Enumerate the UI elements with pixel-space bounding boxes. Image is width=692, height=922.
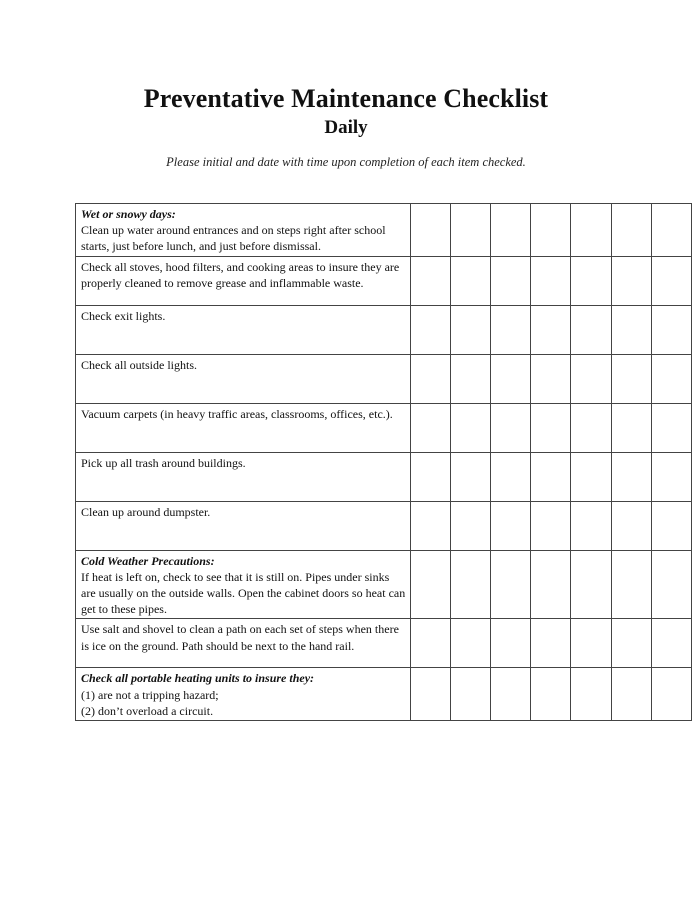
- initial-date-cell[interactable]: [450, 619, 490, 668]
- initial-date-cell[interactable]: [651, 452, 691, 501]
- initial-date-cell[interactable]: [611, 668, 651, 721]
- initial-date-cell[interactable]: [410, 550, 450, 619]
- task-text: Clean up around dumpster.: [81, 504, 211, 519]
- initial-date-cell[interactable]: [531, 550, 571, 619]
- initial-date-cell[interactable]: [450, 305, 490, 354]
- initial-date-cell[interactable]: [651, 501, 691, 550]
- initial-date-cell[interactable]: [531, 256, 571, 305]
- initial-date-cell[interactable]: [410, 204, 450, 257]
- checklist-row: [76, 550, 692, 619]
- checklist-row: [76, 403, 692, 452]
- initial-date-cell[interactable]: [531, 354, 571, 403]
- task-description: [76, 668, 411, 721]
- initial-date-cell[interactable]: [491, 550, 531, 619]
- initial-date-cell[interactable]: [611, 354, 651, 403]
- initial-date-cell[interactable]: [410, 501, 450, 550]
- checklist-row: [76, 354, 692, 403]
- task-text: Check all outside lights.: [81, 357, 197, 372]
- initial-date-cell[interactable]: [611, 403, 651, 452]
- checklist-row: [76, 305, 692, 354]
- task-text: Check all stoves, hood filters, and cooking areas to insure they are properly cleaned to remove grease and inflammable waste.: [81, 259, 400, 290]
- initial-date-cell[interactable]: [450, 403, 490, 452]
- initial-date-cell[interactable]: [571, 204, 611, 257]
- initial-date-cell[interactable]: [611, 452, 651, 501]
- task-text: (1) are not a tripping hazard;: [81, 687, 219, 702]
- initial-date-cell[interactable]: [571, 619, 611, 668]
- initial-date-cell[interactable]: [611, 204, 651, 257]
- document-subtitle: Daily: [324, 117, 368, 138]
- task-heading: Wet or snowy days:: [81, 207, 176, 221]
- initial-date-cell[interactable]: [491, 668, 531, 721]
- initial-date-cell[interactable]: [611, 619, 651, 668]
- document-title: Preventative Maintenance Checklist: [143, 84, 549, 113]
- initial-date-cell[interactable]: [571, 452, 611, 501]
- initial-date-cell[interactable]: [491, 256, 531, 305]
- initial-date-cell[interactable]: [651, 256, 691, 305]
- task-description: [76, 501, 411, 550]
- initial-date-cell[interactable]: [571, 501, 611, 550]
- task-text: Vacuum carpets (in heavy traffic areas, classrooms, offices, etc.).: [81, 406, 393, 421]
- initial-date-cell[interactable]: [651, 403, 691, 452]
- instructions-text: Please initial and date with time upon completion of each item checked.: [166, 155, 526, 169]
- initial-date-cell[interactable]: [491, 204, 531, 257]
- task-text: Clean up water around entrances and on steps right after school starts, just before lunch, and just before dismissal.: [81, 223, 386, 254]
- initial-date-cell[interactable]: [571, 305, 611, 354]
- initial-date-cell[interactable]: [450, 668, 490, 721]
- initial-date-cell[interactable]: [450, 204, 490, 257]
- task-text: (2) don’t overload a circuit.: [81, 703, 214, 718]
- checklist-row: [76, 501, 692, 550]
- task-description: [76, 403, 411, 452]
- initial-date-cell[interactable]: [531, 501, 571, 550]
- initial-date-cell[interactable]: [410, 619, 450, 668]
- initial-date-cell[interactable]: [651, 305, 691, 354]
- task-heading: Check all portable heating units to insure they:: [81, 671, 315, 686]
- initial-date-cell[interactable]: [450, 452, 490, 501]
- task-text: Check exit lights.: [81, 308, 166, 323]
- initial-date-cell[interactable]: [611, 550, 651, 619]
- initial-date-cell[interactable]: [491, 403, 531, 452]
- initial-date-cell[interactable]: [611, 501, 651, 550]
- initial-date-cell[interactable]: [651, 550, 691, 619]
- initial-date-cell[interactable]: [571, 354, 611, 403]
- task-description: [76, 452, 411, 501]
- initial-date-cell[interactable]: [410, 256, 450, 305]
- checklist-row: [76, 256, 692, 305]
- initial-date-cell[interactable]: [531, 305, 571, 354]
- initial-date-cell[interactable]: [491, 354, 531, 403]
- checklist-row: [76, 668, 692, 721]
- initial-date-cell[interactable]: [571, 403, 611, 452]
- initial-date-cell[interactable]: [571, 668, 611, 721]
- task-description: [76, 204, 411, 257]
- initial-date-cell[interactable]: [531, 619, 571, 668]
- task-heading: Cold Weather Precautions:: [81, 553, 215, 568]
- initial-date-cell[interactable]: [410, 452, 450, 501]
- task-description: [76, 550, 411, 619]
- task-text: Use salt and shovel to clean a path on each set of steps when there is ice on the ground. Path should be next to the hand rail.: [81, 622, 399, 653]
- initial-date-cell[interactable]: [531, 452, 571, 501]
- initial-date-cell[interactable]: [531, 403, 571, 452]
- initial-date-cell[interactable]: [450, 256, 490, 305]
- task-description: [76, 619, 411, 668]
- initial-date-cell[interactable]: [651, 354, 691, 403]
- checklist-row: [76, 619, 692, 668]
- initial-date-cell[interactable]: [531, 204, 571, 257]
- initial-date-cell[interactable]: [491, 501, 531, 550]
- initial-date-cell[interactable]: [571, 550, 611, 619]
- initial-date-cell[interactable]: [611, 256, 651, 305]
- initial-date-cell[interactable]: [531, 668, 571, 721]
- initial-date-cell[interactable]: [491, 305, 531, 354]
- initial-date-cell[interactable]: [410, 668, 450, 721]
- initial-date-cell[interactable]: [651, 204, 691, 257]
- checklist-row: [76, 204, 692, 257]
- initial-date-cell[interactable]: [491, 619, 531, 668]
- initial-date-cell[interactable]: [491, 452, 531, 501]
- initial-date-cell[interactable]: [450, 501, 490, 550]
- initial-date-cell[interactable]: [450, 550, 490, 619]
- initial-date-cell[interactable]: [410, 354, 450, 403]
- task-description: [76, 256, 411, 305]
- initial-date-cell[interactable]: [651, 668, 691, 721]
- checklist-body: [76, 204, 692, 721]
- task-description: [76, 305, 411, 354]
- task-text: Pick up all trash around buildings.: [81, 455, 246, 470]
- initial-date-cell[interactable]: [410, 403, 450, 452]
- task-text: If heat is left on, check to see that it is still on. Pipes under sinks are usually on the outside walls. Open the cabinet doors so heat can get to these pipes.: [81, 569, 406, 617]
- initial-date-cell[interactable]: [651, 619, 691, 668]
- task-description: [76, 354, 411, 403]
- initial-date-cell[interactable]: [611, 305, 651, 354]
- initial-date-cell[interactable]: [410, 305, 450, 354]
- initial-date-cell[interactable]: [450, 354, 490, 403]
- checklist-table: [75, 203, 692, 721]
- checklist-row: [76, 452, 692, 501]
- initial-date-cell[interactable]: [571, 256, 611, 305]
